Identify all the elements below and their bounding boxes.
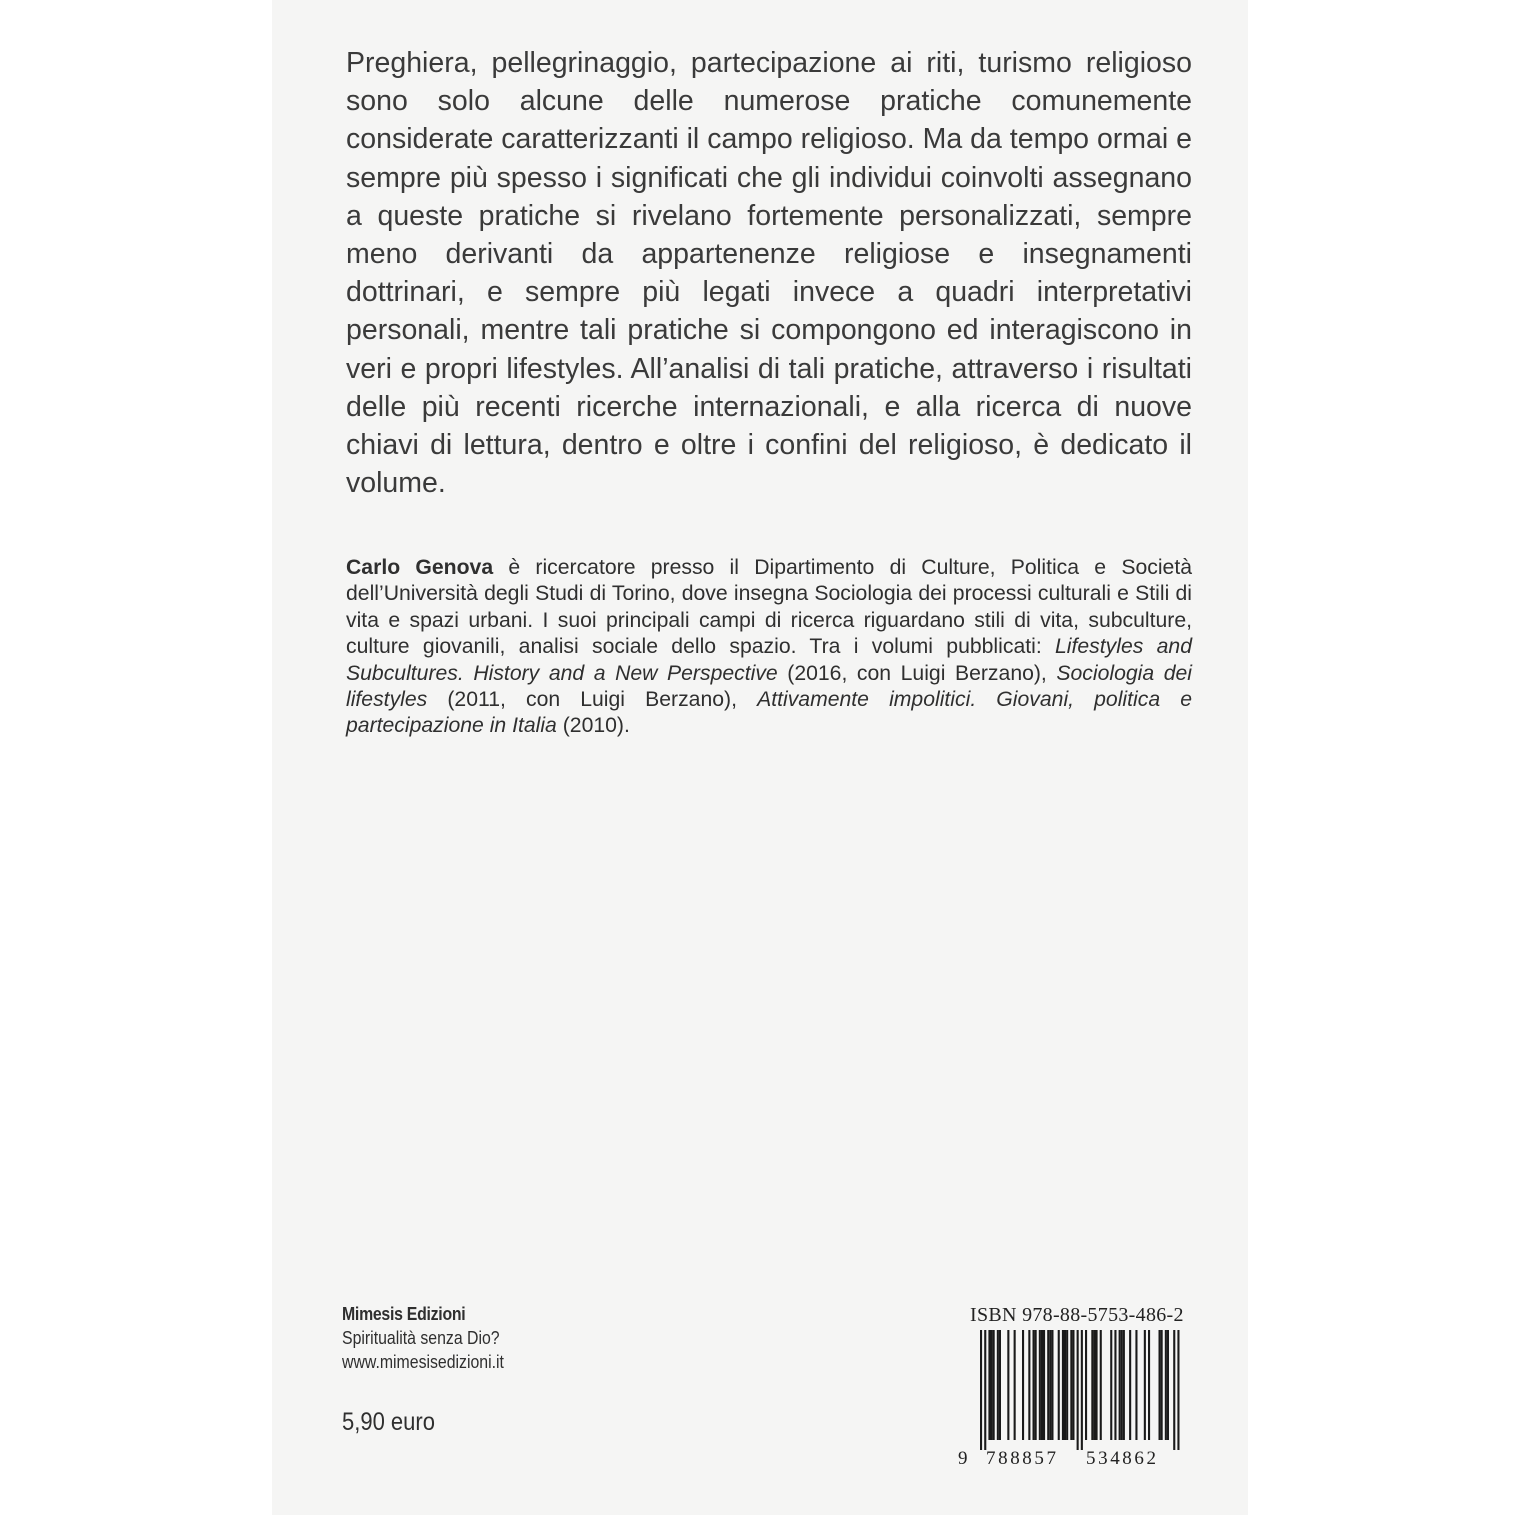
publisher-name: Mimesis Edizioni [342,1304,466,1324]
barcode-bar [1081,1330,1083,1450]
series-name: Spiritualità senza Dio? [342,1328,500,1348]
bio-text-4: (2010). [556,714,630,738]
barcode-bar [997,1330,999,1440]
barcode-bar [1093,1330,1095,1440]
barcode-bar [1049,1330,1051,1440]
barcode-bar [1085,1330,1087,1440]
barcode-bar [1110,1330,1112,1440]
barcode-bar [1135,1330,1137,1440]
barcode-bar [1165,1330,1167,1440]
barcode-bar [1070,1330,1072,1440]
barcode-icon [958,1330,1194,1450]
barcode-bar [1064,1330,1066,1440]
barcode-bar [1091,1330,1093,1440]
bio-text-1: è ricercatore presso il Dipartimento di Culture, Politica e Società dell’Università degli Studi di Torino, dove insegna Sociologia dei processi culturali e Stili di vita e spazi urbani. I suoi principali campi di ricerca riguardano stili di vita, subculture, culture giovanili, analisi sociale dello spazio. Tra i volumi pubblicati: [346,556,1192,659]
barcode-bar [1077,1330,1079,1450]
book-title-2: Sociologia dei lifestyles [346,661,1192,712]
barcode-bar [1051,1330,1053,1440]
barcode-digit-first: 9 [958,1448,968,1469]
barcode-bar [1148,1330,1150,1440]
barcode-bar [1072,1330,1074,1440]
barcode-bar [1177,1330,1179,1450]
barcode-bar [1041,1330,1043,1440]
barcode-bar [1129,1330,1131,1440]
price: 5,90 euro [342,1408,435,1436]
barcode-bar [999,1330,1001,1440]
barcode-bar [993,1330,995,1440]
author-name: Carlo Genova [346,556,494,579]
barcode-bar [1043,1330,1045,1440]
barcode-bar [1028,1330,1030,1440]
barcode-bar [1119,1330,1121,1440]
barcode-bar [1014,1330,1016,1440]
book-back-cover [272,0,1248,1515]
barcode-bar [1058,1330,1060,1440]
barcode-bar [1144,1330,1146,1440]
barcode-bar [991,1330,993,1440]
barcode-bar [1100,1330,1102,1440]
book-title-3: Attivamente impolitici. Giovani, politica e partecipazione in Italia [346,688,1192,738]
barcode-bar [1035,1330,1037,1440]
barcode-bar [1047,1330,1049,1440]
barcode-bar [1039,1330,1041,1440]
barcode-bar [1007,1330,1009,1440]
barcode-bar [988,1330,990,1440]
barcode-bar [1167,1330,1169,1440]
barcode-bar [984,1330,986,1450]
barcode-bar [1062,1330,1064,1440]
barcode-bar [1096,1330,1098,1440]
barcode-bar [1161,1330,1163,1440]
publisher-block [342,1302,526,1374]
bio-text-2: (2016, con Luigi Berzano), [777,661,1057,685]
barcode-bar [980,1330,982,1450]
author-bio [346,555,1192,740]
barcode-bar [1123,1330,1125,1440]
barcode-bar [1173,1330,1175,1450]
barcode-bar [1022,1330,1024,1440]
bio-text-3: (2011, con Luigi Berzano), [427,688,758,712]
barcode-digits-right: 534862 [1086,1448,1159,1469]
blurb-text: Preghiera, pellegrinaggio, partecipazione ai riti, turismo religioso sono solo alcune delle numerose pratiche comunemente considerate caratterizzanti il campo religioso. Ma da tempo ormai e sempre più spesso i significati che gli individui coinvolti assegnano a queste pratiche si rivelano fortemente personalizzati, sempre meno derivanti da appartenenze religiose e insegnamenti dottrinari, e sempre più legati invece a quadri interpretativi personali, mentre tali pratiche si compongono ed interagiscono in veri e propri lifestyles. All’analisi di tali pratiche, attraverso i risultati delle più recenti ricerche internazionali, e alla ricerca di nuove chiavi di lettura, dentro e oltre i confini del religioso, è dedicato il volume. [346,47,1192,500]
barcode-bar [1114,1330,1116,1440]
barcode-bar [1121,1330,1123,1440]
publisher-website: www.mimesisedizioni.it [342,1352,504,1372]
book-title-1: Lifestyles and Subcultures. History and a New Perspective [346,635,1192,685]
barcode-digits-left: 788857 [986,1448,1059,1469]
barcode-bar [1159,1330,1161,1440]
isbn-label: ISBN 978-88-5753-486-2 [970,1304,1184,1326]
barcode-bar [1033,1330,1035,1440]
barcode-bar [1066,1330,1068,1440]
